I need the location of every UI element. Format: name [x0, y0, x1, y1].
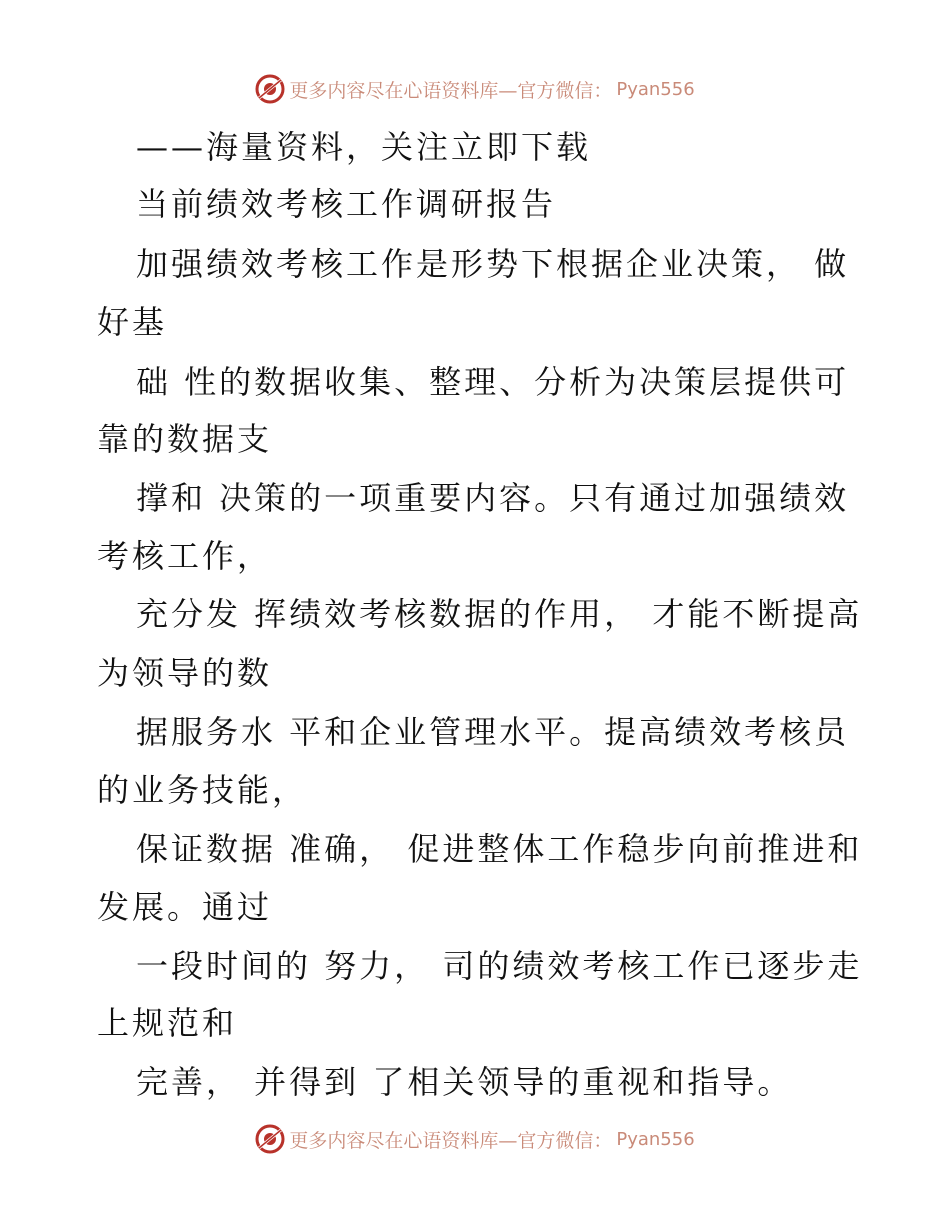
text-line: 完善， 并得到 了相关领导的重视和指导。 [136, 1063, 793, 1101]
text-line: 据服务水 平和企业管理水平。提高绩效考核员 [136, 713, 850, 751]
watermark-wechat-id: Pyan556 [616, 78, 695, 100]
text-line: ——海量资料，关注立即下载 [136, 128, 592, 166]
text-line: 考核工作， [97, 537, 273, 575]
text-line: 的业务技能， [97, 771, 308, 809]
seal-logo-icon [255, 74, 285, 104]
text-line: 好基 [97, 303, 168, 341]
text-line: 础 性的数据收集、整理、分析为决策层提供可 [136, 363, 850, 401]
text-line: 充分发 挥绩效考核数据的作用， 才能不断提高 [136, 595, 863, 633]
document-title: 当前绩效考核工作调研报告 [136, 185, 557, 223]
text-line: 靠的数据支 [97, 420, 273, 458]
footer-watermark [0, 1124, 950, 1154]
header-watermark [0, 74, 950, 104]
watermark-text: 更多内容尽在心语资料库—官方微信： [289, 1129, 613, 1152]
text-line: 保证数据 准确， 促进整体工作稳步向前推进和 [136, 830, 863, 868]
text-line: 一段时间的 努力， 司的绩效考核工作已逐步走 [136, 947, 863, 985]
text-line: 为领导的数 [97, 654, 273, 692]
watermark-wechat-id: Pyan556 [616, 1128, 695, 1150]
text-line: 发展。通过 [97, 888, 273, 926]
text-line: 上规范和 [97, 1004, 238, 1042]
watermark-text: 更多内容尽在心语资料库—官方微信： [289, 79, 613, 102]
text-line: 加强绩效考核工作是形势下根据企业决策， 做 [136, 245, 850, 283]
text-line: 撑和 决策的一项重要内容。只有通过加强绩效 [136, 479, 850, 517]
seal-logo-icon [255, 1124, 285, 1154]
